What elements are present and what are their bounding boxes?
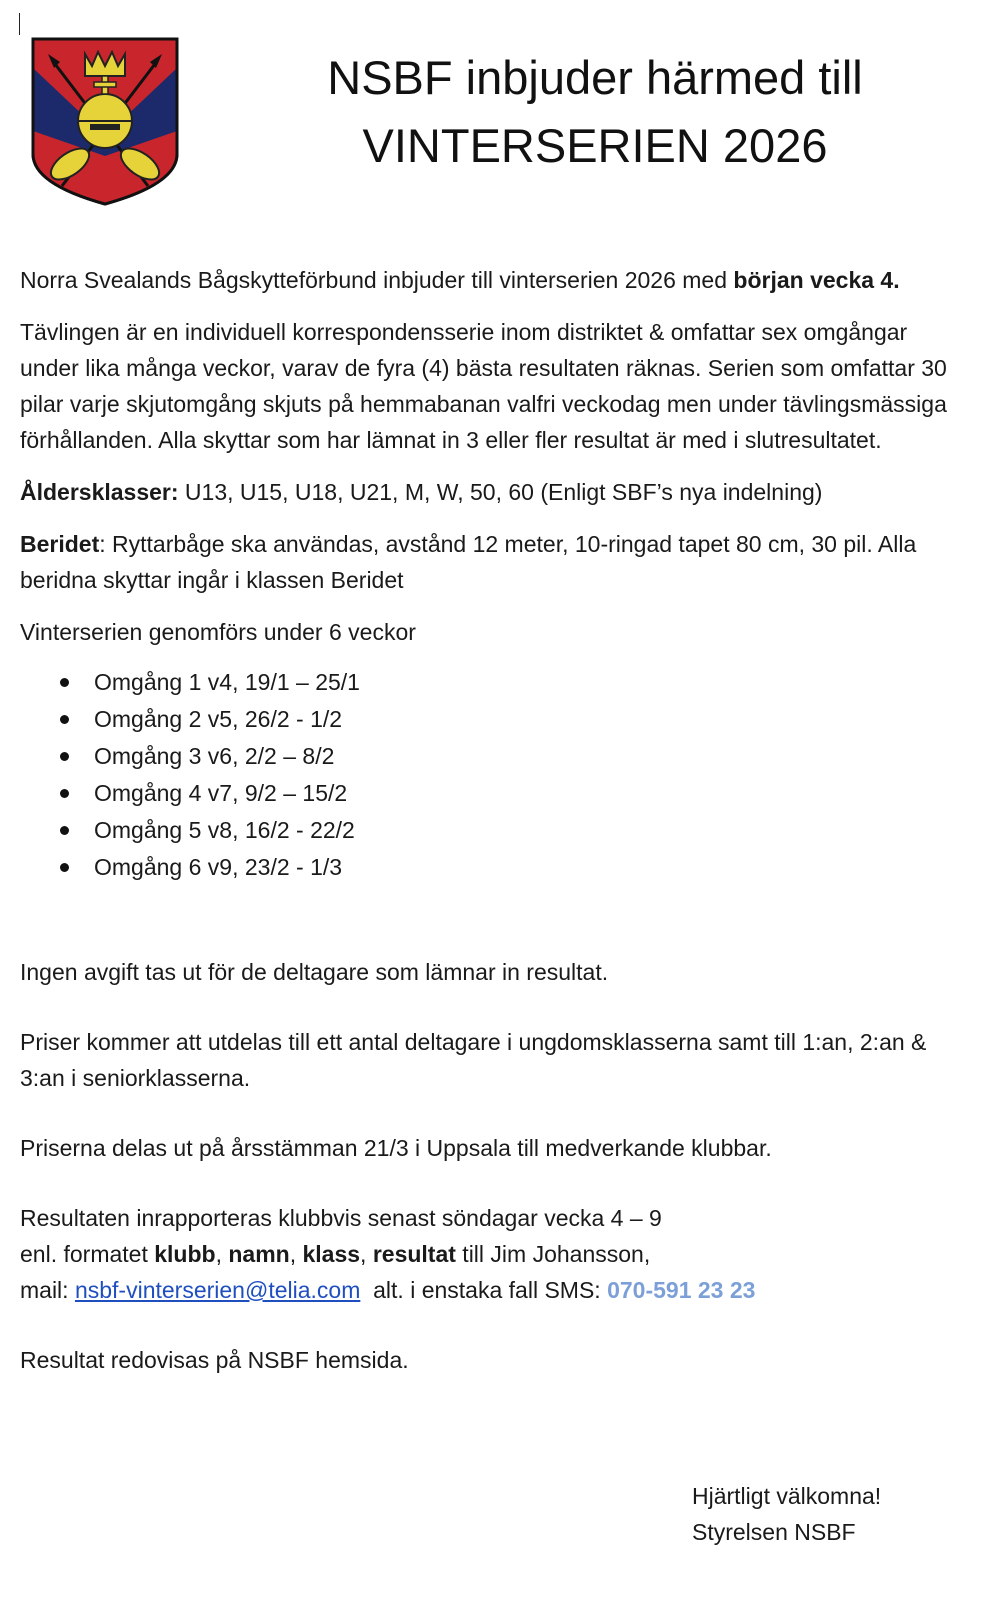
bullet-icon [60,863,69,872]
age-classes-text: U13, U15, U18, U21, M, W, 50, 60 (Enligt SBF’s nya indelning) [178,479,823,505]
age-classes-label: Åldersklasser: [20,479,179,505]
signoff-greeting: Hjärtligt välkomna! [692,1483,882,1509]
reporting-contact-line [20,1272,970,1308]
description-paragraph: Tävlingen är en individuell korrespondensserie inom distriktet & omfattar sex omgångar under lika många veckor, varav de fyra (4) bästa resultaten räknas. Serien som omfattar 30 pilar varje skjutomgång skjuts på hemmabanan valfri veckodag men under tävlingsmässiga förhållanden. Alla skyttar som har lämnat in 3 eller fler resultat är med i slutresultatet. [20,319,947,453]
round-label: Omgång 6 v9, 23/2 - 1/3 [94,854,343,880]
fee-paragraph: Ingen avgift tas ut för de deltagare som lämnar in resultat. [20,959,609,985]
format-prefix: enl. formatet [20,1241,155,1267]
page-title [230,44,960,180]
schedule-intro: Vinterserien genomförs under 6 veckor [20,619,416,645]
mounted-text: : Ryttarbåge ska användas, avstånd 12 meter, 10-ringad tapet 80 cm, 30 pil. Alla beridna skyttar ingår i klassen Beridet [20,531,917,593]
round-label: Omgång 4 v7, 9/2 – 15/2 [94,780,348,806]
signoff-sender: Styrelsen NSBF [692,1519,856,1545]
format-separator: , [215,1241,229,1267]
mail-label: mail: [20,1277,75,1303]
list-item [20,701,970,738]
round-label: Omgång 3 v6, 2/2 – 8/2 [94,743,335,769]
bullet-icon [60,789,69,798]
format-name: namn [228,1241,290,1267]
rounds-list [20,664,970,886]
round-label: Omgång 1 v4, 19/1 – 25/1 [94,669,360,695]
intro-paragraph [20,262,970,298]
format-class: klass [302,1241,361,1267]
list-item [20,664,970,701]
reporting-line-1: Resultaten inrapporteras klubbvis senast söndagar vecka 4 – 9 [20,1205,662,1231]
prizes-paragraph: Priser kommer att utdelas till ett antal deltagare i ungdomsklasserna samt till 1:an, 2:an & 3:an i seniorklasserna. [20,1029,927,1091]
format-suffix: till Jim Johansson, [455,1241,651,1267]
prize-ceremony-paragraph: Priserna delas ut på årsstämman 21/3 i Uppsala till medverkande klubbar. [20,1135,772,1161]
reporting-format-line [20,1236,970,1272]
list-item [20,812,970,849]
title-line-2: VINTERSERIEN 2026 [362,119,828,172]
text-cursor [19,13,20,35]
document-body [20,262,970,1378]
format-result: resultat [372,1241,456,1267]
intro-text: Norra Svealands Bågskytteförbund inbjuder till vinterserien 2026 med [20,267,734,293]
results-note: Resultat redovisas på NSBF hemsida. [20,1347,409,1373]
age-classes-paragraph [20,474,970,510]
bullet-icon [60,715,69,724]
intro-start-week: början vecka 4. [733,267,900,293]
round-label: Omgång 2 v5, 26/2 - 1/2 [94,706,343,732]
bullet-icon [60,826,69,835]
mounted-label: Beridet [20,531,100,557]
bullet-icon [60,678,69,687]
list-item [20,775,970,812]
reporting-section [20,1200,970,1308]
list-item [20,738,970,775]
list-item [20,849,970,886]
nsbf-coat-of-arms-icon [30,36,180,208]
email-link[interactable]: nsbf-vinterserien@telia.com [74,1277,361,1303]
signoff [692,1478,881,1550]
format-separator: , [289,1241,303,1267]
title-line-1: NSBF inbjuder härmed till [327,51,863,104]
round-label: Omgång 5 v8, 16/2 - 22/2 [94,817,355,843]
bullet-icon [60,752,69,761]
sms-number: 070-591 23 23 [607,1277,756,1303]
mounted-paragraph [20,526,970,598]
sms-label: alt. i enstaka fall SMS: [360,1277,608,1303]
format-separator: , [360,1241,373,1267]
format-club: klubb [154,1241,216,1267]
